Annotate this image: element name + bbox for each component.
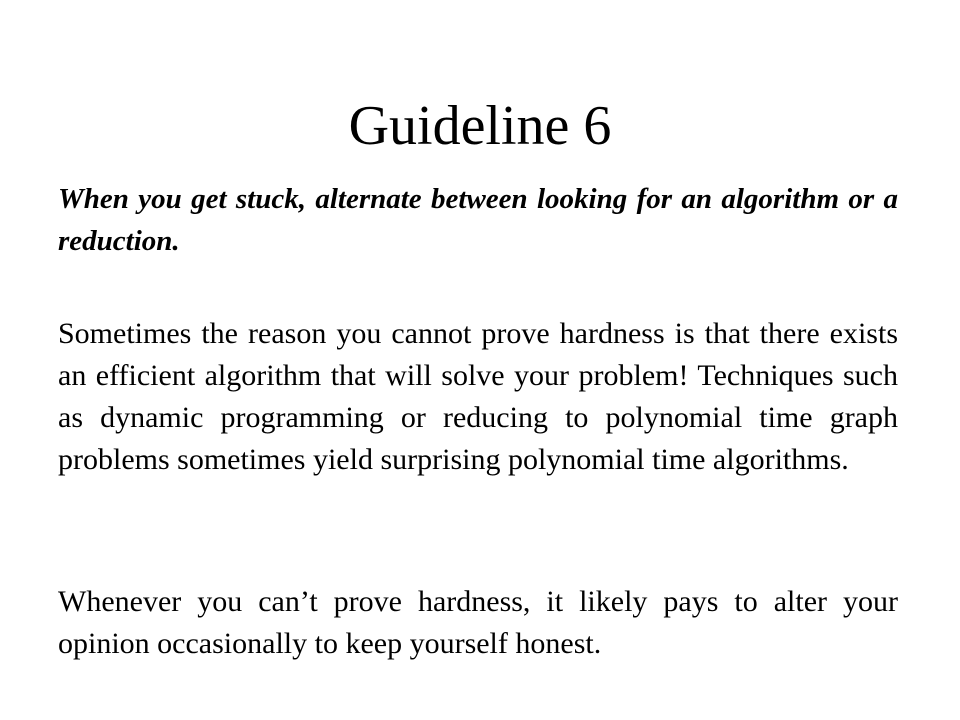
explanation-paragraph: Sometimes the reason you cannot prove hardness is that there exists an efficient algorithm that will solve your problem! Techniques such as dynamic programming or reducing to polynomial time graph problems sometimes yield surprising polynomial time algorithms. <box>58 317 898 476</box>
advice-paragraph: Whenever you can’t prove hardness, it likely pays to alter your opinion occasionally to keep yourself honest. <box>58 585 898 660</box>
slide-title: Guideline 6 <box>348 95 612 157</box>
guideline-statement: When you get stuck, alternate between looking for an algorithm or a reduction. <box>58 183 898 257</box>
